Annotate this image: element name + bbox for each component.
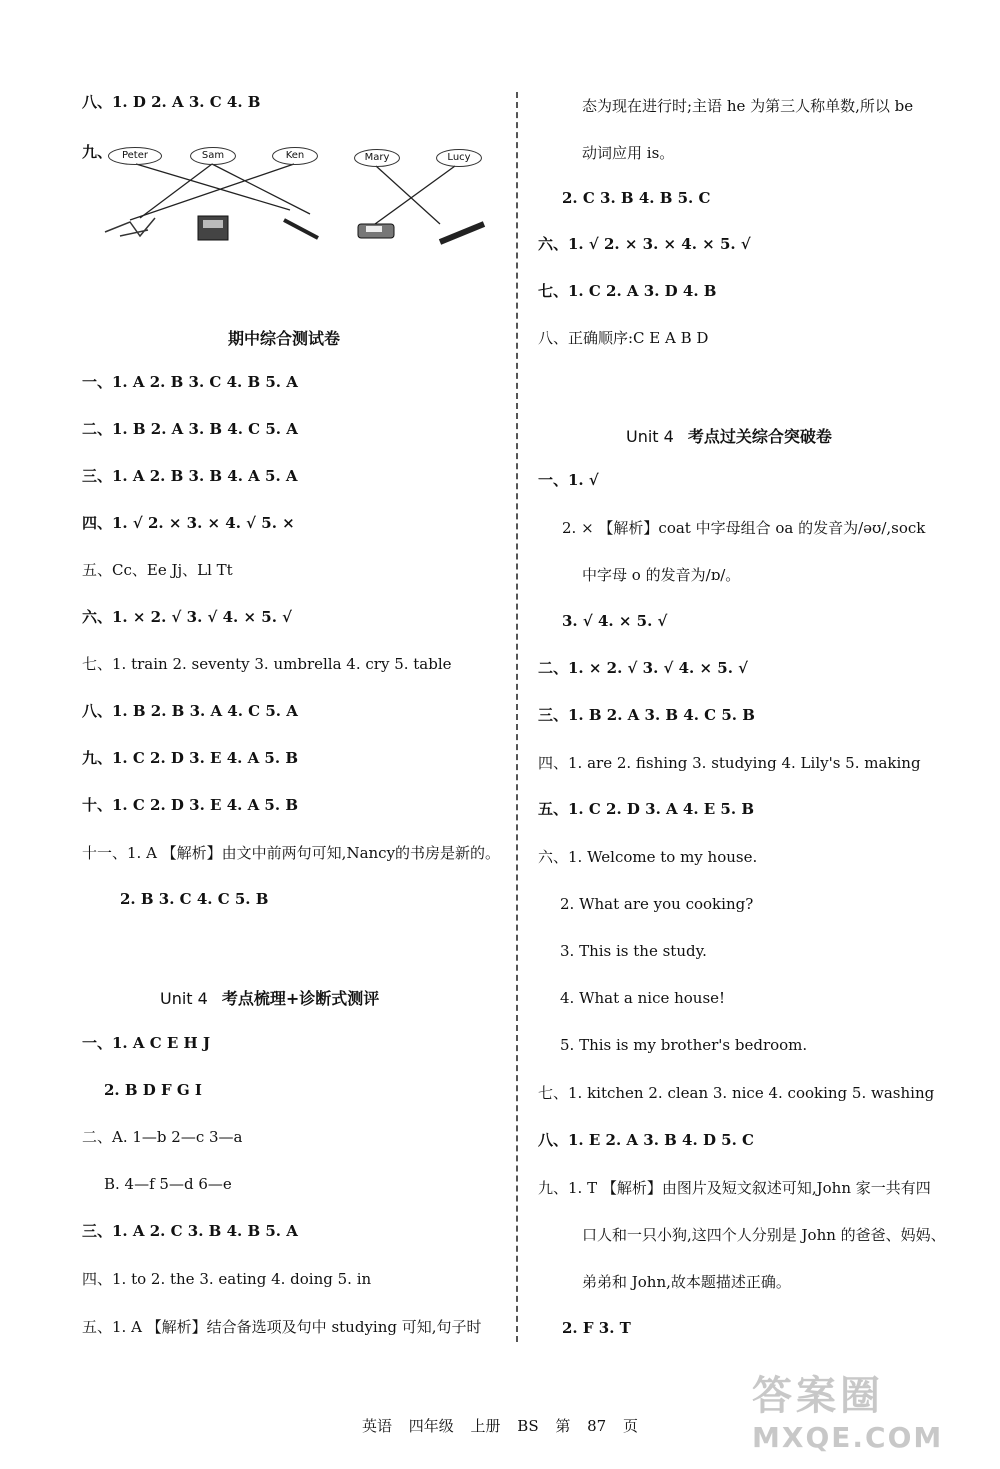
answer-line: 八、1. D 2. A 3. C 4. B [82,93,261,111]
answer-line: 四、1. to 2. the 3. eating 4. doing 5. in [82,1270,372,1288]
answer-line: B. 4—f 5—d 6—e [104,1175,232,1193]
section-title: 期中综合测试卷 [228,329,341,348]
answer-line: 七、1. kitchen 2. clean 3. nice 4. cooking 5. washing [538,1084,935,1102]
answer-line: 六、1. Welcome to my house. [538,848,758,866]
answer-line: 一、1. √ [538,471,599,489]
watermark-bottom: MXQE.COM [752,1421,944,1454]
toy-plane-icon [105,218,155,236]
answer-line: 六、1. × 2. √ 3. √ 4. × 5. √ [82,608,293,626]
column-divider [516,92,518,1342]
name-peter: Peter [108,147,162,165]
unit-label: Unit 4 [626,427,674,446]
answer-line: 2. What are you cooking? [560,895,754,913]
answer-line: 八、1. B 2. B 3. A 4. C 5. A [82,702,298,720]
answer-line: 口人和一只小狗,这四个人分别是 John 的爸爸、妈妈、 [582,1226,946,1244]
answer-line: 二、1. × 2. √ 3. √ 4. × 5. √ [538,659,749,677]
answer-line: 十一、1. A 【解析】由文中前两句可知,Nancy的书房是新的。 [82,844,501,862]
section-title-text: 考点梳理+诊断式测评 [221,989,380,1008]
answer-line: 2. B D F G I [104,1081,202,1099]
answer-line: 动词应用 is。 [582,144,675,162]
section-title [160,986,379,1009]
watermark-top: 答案圈 [752,1373,884,1419]
answer-line: 一、1. A C E H J [82,1034,211,1052]
car-icon [358,224,394,238]
answer-line: 三、1. A 2. B 3. B 4. A 5. A [82,467,298,485]
name-sam: Sam [190,147,236,165]
watermark-logo [752,1364,982,1459]
pencil-box-icon [440,224,484,242]
answer-line: 中字母 o 的发音为/ɒ/。 [582,566,741,584]
answer-line: 九、 [82,143,113,161]
name-ken: Ken [272,147,318,165]
answer-line: 九、1. T 【解析】由图片及短文叙述可知,John 家一共有四 [538,1179,931,1197]
name-lucy: Lucy [436,149,482,167]
answer-line: 八、正确顺序:C E A B D [538,329,709,347]
answer-line: 七、1. C 2. A 3. D 4. B [538,282,717,300]
book-icon [198,216,228,240]
name-mary: Mary [354,149,400,167]
answer-line: 五、Cc、Ee Jj、Ll Tt [82,561,233,579]
answer-line: 3. This is the study. [560,942,707,960]
answer-line: 三、1. B 2. A 3. B 4. C 5. B [538,706,755,724]
answer-line: 2. C 3. B 4. B 5. C [562,189,711,207]
answer-line: 五、1. C 2. D 3. A 4. E 5. B [538,800,754,818]
answer-line: 二、1. B 2. A 3. B 4. C 5. A [82,420,298,438]
pen-icon [284,220,318,238]
answer-line: 八、1. E 2. A 3. B 4. D 5. C [538,1131,754,1149]
answer-line: 六、1. √ 2. × 3. × 4. × 5. √ [538,235,751,253]
answer-line: 5. This is my brother's bedroom. [560,1036,808,1054]
answer-line: 四、1. √ 2. × 3. × 4. √ 5. × [82,514,295,532]
answer-line: 九、1. C 2. D 3. E 4. A 5. B [82,749,298,767]
answer-line: 弟弟和 John,故本题描述正确。 [582,1273,791,1291]
answer-line: 4. What a nice house! [560,989,726,1007]
section-title-text: 考点过关综合突破卷 [687,427,832,446]
answer-line: 五、1. A 【解析】结合备选项及句中 studying 可知,句子时 [82,1318,482,1336]
answer-line: 三、1. A 2. C 3. B 4. B 5. A [82,1222,298,1240]
answer-line: 十、1. C 2. D 3. E 4. A 5. B [82,796,298,814]
answer-line: 2. F 3. T [562,1319,631,1337]
answer-line: 二、A. 1—b 2—c 3—a [82,1128,243,1146]
answer-line: 3. √ 4. × 5. √ [562,612,668,630]
page-footer: 英语 四年级 上册 BS 第 87 页 [362,1417,638,1435]
unit-label: Unit 4 [160,989,208,1008]
answer-line: 2. B 3. C 4. C 5. B [120,890,269,908]
section-title [626,424,832,447]
answer-line: 四、1. are 2. fishing 3. studying 4. Lily's 5. making [538,754,921,772]
answer-line: 一、1. A 2. B 3. C 4. B 5. A [82,373,298,391]
answer-line: 2. × 【解析】coat 中字母组合 oa 的发音为/əʊ/,sock [562,519,926,537]
answer-line: 七、1. train 2. seventy 3. umbrella 4. cry 5. table [82,655,452,673]
answer-line: 态为现在进行时;主语 he 为第三人称单数,所以 be [582,97,914,115]
